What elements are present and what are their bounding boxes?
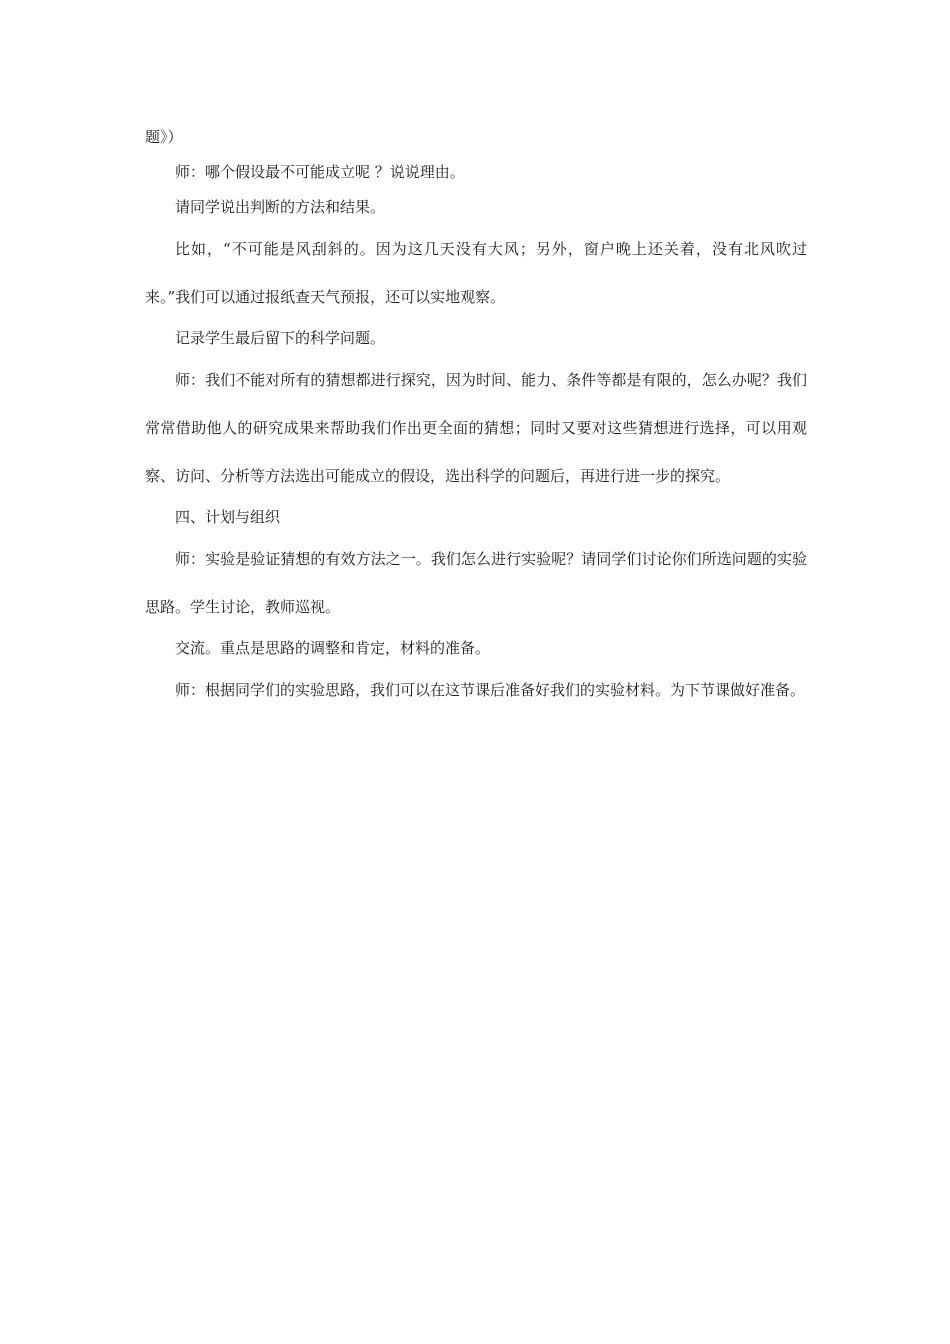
paragraph-record-questions: 记录学生最后留下的科学问题。 <box>175 329 386 347</box>
section-heading-plan-organize: 四、计划与组织 <box>175 508 281 526</box>
paragraph-exchange: 交流。重点是思路的调整和肯定，材料的准备。 <box>175 639 491 657</box>
paragraph-continuation: 题》） <box>145 128 183 146</box>
paragraph-teacher-explanation: 师：我们不能对所有的猜想都进行探究，因为时间、能力、条件等都是有限的，怎么办呢？我们常常借助他人的研究成果来帮助我们作出更全面的猜想；同时又要对这些猜想进行选择，可以用观察、访问、分析等方法选出可能成立的假设，选出科学的问题后，再进行进一步的探究。 <box>145 371 807 485</box>
document-body <box>145 120 807 714</box>
paragraph-experiment-discussion: 师：实验是验证猜想的有效方法之一。我们怎么进行实验呢？请同学们讨论你们所选问题的实验思路。学生讨论，教师巡视。 <box>145 550 807 616</box>
paragraph-example: 比如，“不可能是风刮斜的。因为这几天没有大风；另外，窗户晚上还关着，没有北风吹过来。”我们可以通过报纸查天气预报，还可以实地观察。 <box>145 240 807 306</box>
paragraph-judgment-instruction: 请同学说出判断的方法和结果。 <box>175 198 386 216</box>
paragraph-prepare-materials: 师：根据同学们的实验思路，我们可以在这节课后准备好我们的实验材料。为下节课做好准备。 <box>175 681 806 699</box>
paragraph-teacher-question: 师：哪个假设最不可能成立呢 ？说说理由。 <box>175 163 465 181</box>
